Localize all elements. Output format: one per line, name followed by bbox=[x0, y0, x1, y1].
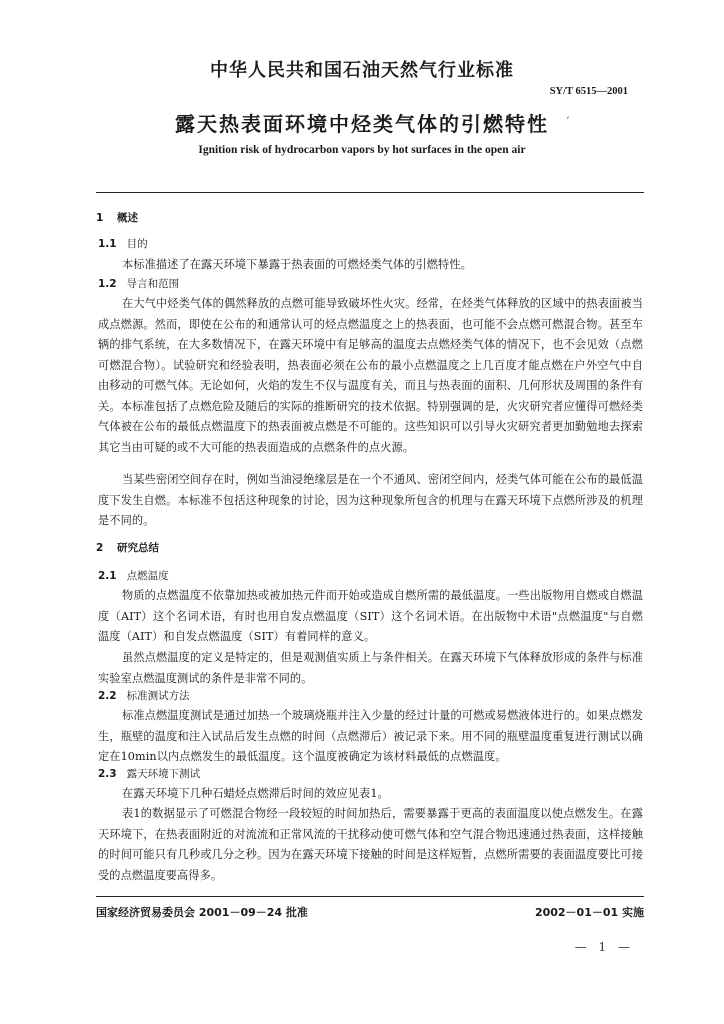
top-divider bbox=[96, 192, 644, 193]
section-title: 点燃温度 bbox=[126, 570, 169, 582]
document-title: 露天热表面环境中烃类气体的引燃特性 bbox=[175, 112, 549, 136]
section-1-heading bbox=[96, 210, 138, 225]
section-number: 2.2 bbox=[98, 690, 117, 702]
approval-date: 国家经济贸易委员会 2001－09－24 批准 bbox=[96, 906, 308, 919]
section-number: 2.3 bbox=[98, 768, 117, 780]
title-mark: ʼ bbox=[566, 116, 570, 127]
section-title: 研究总结 bbox=[116, 542, 159, 554]
organization-title: 中华人民共和国石油天然气行业标准 bbox=[210, 60, 514, 81]
effective-date: 2002－01－01 实施 bbox=[534, 906, 644, 919]
section-2-heading bbox=[96, 540, 159, 555]
paragraph-2-3-b: 表1的数据显示了可燃混合物经一段较短的时间加热后，需要暴露于更高的表面温度以使点燃发生。在露天环境下，在热表面附近的对流流和正常风流的干扰移动使可燃气体和空气混合物迅速通过热表面，这样接触的时间可能只有几秒或几分之秒。因为在露天环境下接触的时间是这样短暂，点燃所需要的表面温度要比可接受的点燃温度要高得多。 bbox=[98, 807, 643, 882]
section-1-1-heading bbox=[98, 236, 148, 251]
section-number: 2.1 bbox=[98, 570, 117, 582]
standard-code: SY/T 6515—2001 bbox=[549, 86, 628, 97]
section-number: 2 bbox=[96, 542, 104, 554]
paragraph-1-1: 本标准描述了在露天环境下暴露于热表面的可燃烃类气体的引燃特性。 bbox=[122, 258, 472, 271]
paragraph-1-2-b: 当某些密闭空间存在时，例如当油浸绝缘层是在一个不通风、密闭空间内，烃类气体可能在公布的最低温度下发生自燃。本标准不包括这种现象的讨论，因为这种现象所包含的机理与在露天环境下点燃所涉及的机理是不同的。 bbox=[98, 473, 643, 527]
paragraph-2-3-a: 在露天环境下几种石蜡烃点燃滞后时间的效应见表1。 bbox=[122, 787, 389, 800]
paragraph-2-1-b: 虽然点燃温度的定义是特定的，但是观测值实质上与条件相关。在露天环境下气体释放形成的条件与标准实验室点燃温度测试的条件是非常不同的。 bbox=[98, 651, 643, 685]
bottom-divider bbox=[96, 896, 644, 897]
section-2-1-heading bbox=[98, 568, 169, 583]
section-number: 1.1 bbox=[98, 238, 117, 250]
section-2-2-heading bbox=[98, 688, 190, 703]
section-title: 概述 bbox=[116, 212, 138, 224]
section-number: 1.2 bbox=[98, 278, 117, 290]
section-title: 露天环境下测试 bbox=[126, 768, 201, 780]
page-number: — 1 — bbox=[574, 940, 634, 954]
paragraph-2-2: 标准点燃温度测试是通过加热一个玻璃烧瓶并注入少量的经过计量的可燃或易燃液体进行的。如果点燃发生，瓶壁的温度和注入试品后发生点燃的时间（点燃滞后）被记录下来。用不同的瓶壁温度重复进行测试以确定在10min以内点燃发生的最低温度。这个温度被确定为该材料最低的点燃温度。 bbox=[98, 709, 643, 763]
section-title: 标准测试方法 bbox=[126, 690, 190, 702]
section-number: 1 bbox=[96, 212, 104, 224]
english-title: Ignition risk of hydrocarbon vapors by hot surfaces in the open air bbox=[198, 144, 526, 156]
section-title: 目的 bbox=[126, 238, 148, 250]
section-title: 导言和范围 bbox=[126, 278, 180, 290]
paragraph-1-2-a: 在大气中烃类气体的偶然释放的点燃可能导致破坏性火灾。经常，在烃类气体释放的区域中的热表面被当成点燃源。然而，即使在公布的和通常认可的烃点燃温度之上的热表面，也可能不会点燃可燃混合物。甚至车辆的排气系统，在大多数情况下，在露天环境中有足够高的温度去点燃烃类气体的情况下，也不会见效（点燃可燃混合物）。试验研究和经验表明，热表面必须在公布的最小点燃温度之上几百度才能点燃在户外空气中自由移动的可燃气体。无论如何，火焰的发生不仅与温度有关，而且与热表面的面积、几何形状及周围的条件有关。本标准包括了点燃危险及随后的实际的推断研究的技术依据。特别强调的是，火灾研究者应懂得可燃烃类气体被在公布的最低点燃温度下的热表面被点燃是不可能的。这些知识可以引导火灾研究者更加勤勉地去探索其它当由可疑的或不大可能的热表面造成的点燃条件的点火源。 bbox=[98, 297, 643, 454]
section-2-3-heading bbox=[98, 766, 200, 781]
paragraph-2-1-a: 物质的点燃温度不依靠加热或被加热元件而开始或造成自燃所需的最低温度。一些出版物用自燃或自燃温度（AIT）这个名词术语，有时也用自发点燃温度（SIT）这个名词术语。在出版物中术语"点燃温度"与自燃温度（AIT）和自发点燃温度（SIT）有着同样的意义。 bbox=[98, 589, 643, 643]
section-1-2-heading bbox=[98, 276, 179, 291]
